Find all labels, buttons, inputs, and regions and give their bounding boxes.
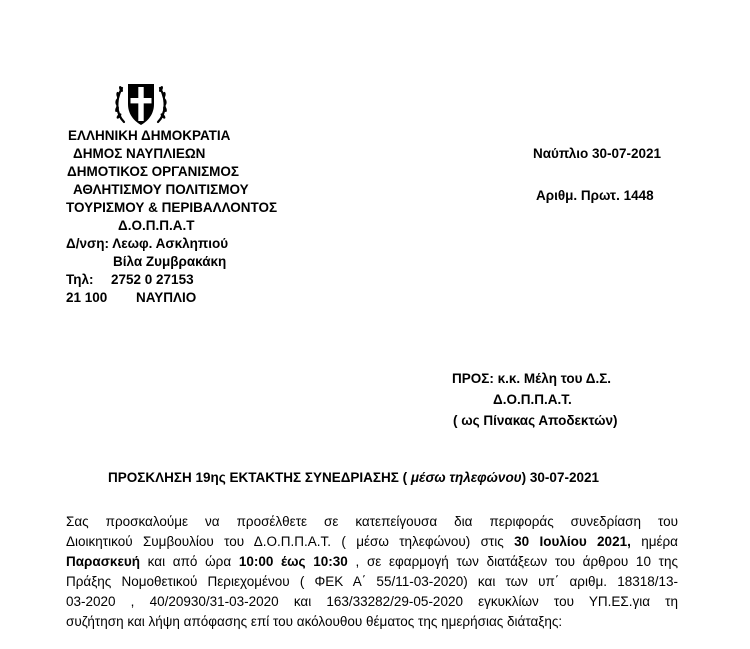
body-paragraph	[66, 512, 678, 632]
title-part-2: μέσω τηλεφώνου	[410, 470, 522, 485]
sender-line-5: ΤΟΥΡΙΣΜΟΥ & ΠΕΡΙΒΑΛΛΟΝΤΟΣ	[66, 200, 278, 215]
body-line-2-end: ημέρα	[630, 534, 678, 549]
sender-line-2: ΔΗΜΟΣ ΝΑΥΠΛΙΕΩΝ	[73, 146, 206, 161]
title-part-1: ΠΡΟΣΚΛΗΣΗ 19ης ΕΚΤΑΚΤΗΣ ΣΥΝΕΔΡΙΑΣΗΣ (	[108, 470, 411, 485]
body-line-3-end: , σε εφαρμογή των διατάξεων του άρθρου 10 της	[347, 554, 678, 569]
sender-address: Δ/νση: Λεωφ. Ασκληπιού	[66, 236, 229, 251]
recipient-line-3: ( ως Πίνακας Αποδεκτών)	[453, 413, 618, 428]
title-part-3: ) 30-07-2021	[521, 470, 599, 485]
body-line-3-text: και από ώρα	[139, 554, 239, 569]
body-line-6: συζήτηση και λήψη απόφασης επί του ακόλουθου θέματος της ημερήσιας διάταξης:	[66, 614, 563, 629]
sender-line-6: Δ.Ο.Π.Π.Α.Τ	[118, 218, 195, 233]
sender-phone-label: Τηλ:	[66, 272, 94, 287]
sender-phone: 2752 0 27153	[111, 272, 194, 287]
body-line-2-text: Διοικητικού Συμβουλίου του Δ.Ο.Π.Π.Α.Τ. ( μέσω τηλεφώνου) στις	[66, 534, 515, 549]
sender-building: Βίλα Ζυμβρακάκη	[113, 254, 227, 269]
body-line-5: 03-2020 , 40/20930/31-03-2020 και 163/33282/29-05-2020 εγκυκλίων του ΥΠ.ΕΣ.για τη	[66, 594, 678, 609]
sender-line-4: ΑΘΛΗΤΙΣΜΟΥ ΠΟΛΙΤΙΣΜΟΥ	[73, 182, 249, 197]
meeting-day: Παρασκευή	[66, 554, 140, 569]
sender-postcode: 21 100	[66, 290, 108, 305]
body-line-4: Πράξης Νομοθετικού Περιεχομένου ( ΦΕΚ Α΄ 55/11-03-2020) και των υπ΄ αριθμ. 18318/13-	[66, 574, 678, 589]
greek-emblem-icon	[110, 72, 172, 134]
body-line-2	[66, 532, 678, 552]
recipient-line-1: ΠΡΟΣ: κ.κ. Μέλη του Δ.Σ.	[452, 371, 612, 386]
meeting-date: 30 Ιουλίου 2021,	[514, 534, 631, 549]
document-title	[108, 470, 599, 485]
meeting-time: 10:00 έως 10:30	[238, 554, 348, 569]
body-line-1: Σας προσκαλούμε να προσέλθετε σε κατεπείγουσα δια περιφοράς συνεδρίαση του	[66, 514, 678, 529]
place-date: Ναύπλιο 30-07-2021	[533, 146, 662, 161]
sender-line-3: ΔΗΜΟΤΙΚΟΣ ΟΡΓΑΝΙΣΜΟΣ	[67, 164, 240, 179]
protocol-number: Αριθμ. Πρωτ. 1448	[536, 188, 654, 203]
recipient-line-2: Δ.Ο.Π.Π.Α.Τ.	[493, 392, 572, 407]
sender-line-1: ΕΛΛΗΝΙΚΗ ΔΗΜΟΚΡΑΤΙΑ	[68, 128, 231, 143]
sender-city: ΝΑΥΠΛΙΟ	[136, 290, 197, 305]
body-line-3	[66, 552, 678, 572]
